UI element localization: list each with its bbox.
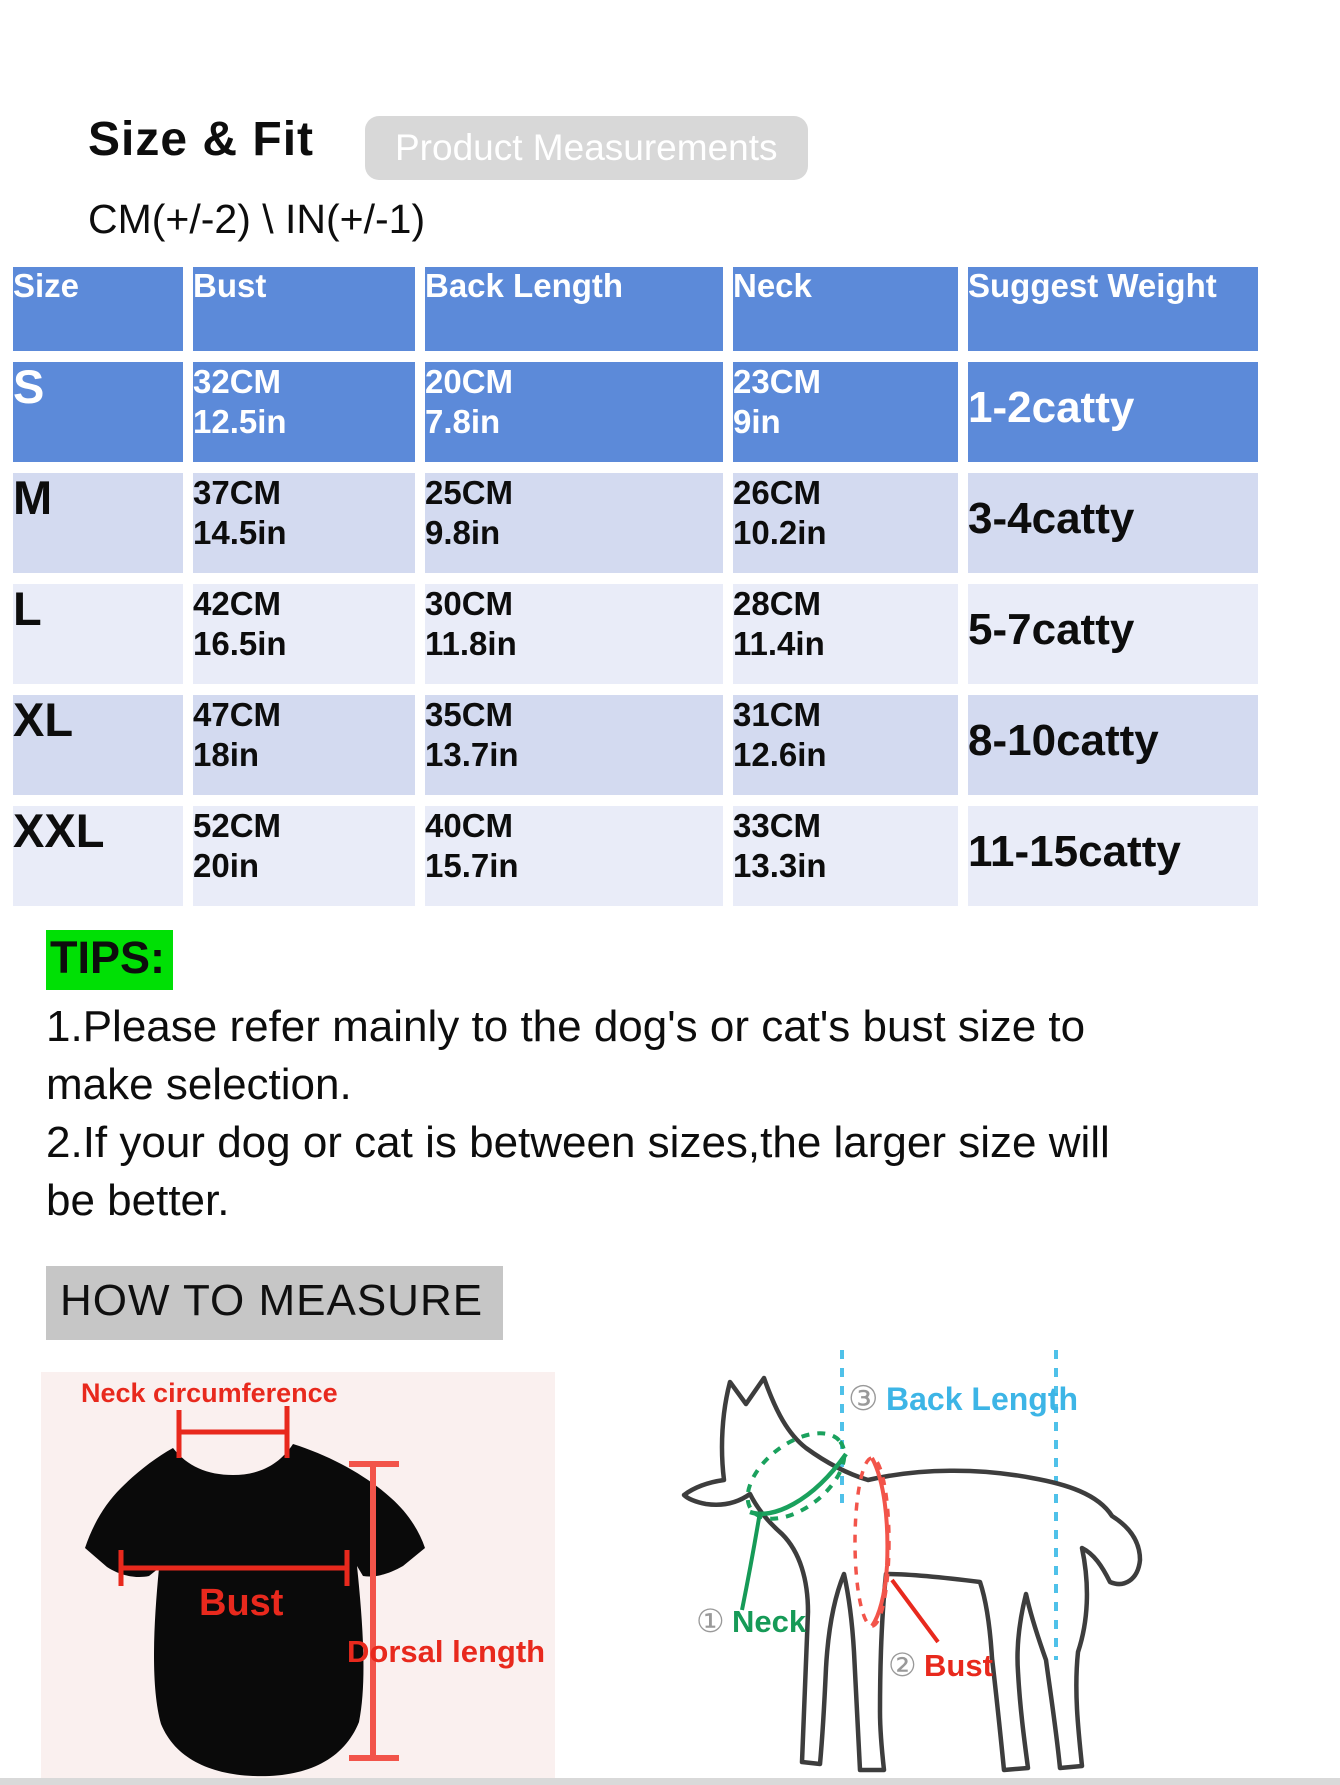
column-header-size: Size (13, 267, 183, 351)
how-to-measure-heading: HOW TO MEASURE (46, 1266, 503, 1340)
bottom-edge-band (0, 1778, 1340, 1785)
table-row (13, 362, 1258, 462)
back-in: 11.8in (425, 625, 517, 662)
shirt-diagram-svg (41, 1372, 555, 1780)
neck-cm: 26CM (733, 474, 822, 511)
weight-value: 1-2catty (968, 362, 1258, 462)
neck-cm: 33CM (733, 807, 822, 844)
size-value: M (13, 473, 183, 573)
neck-value (733, 473, 958, 573)
bust-cm: 47CM (193, 696, 282, 733)
back-length-value (425, 806, 723, 906)
back-in: 9.8in (425, 514, 501, 551)
bust-cm: 52CM (193, 807, 282, 844)
column-header-neck: Neck (733, 267, 958, 351)
size-value: S (13, 362, 183, 462)
tolerance-note: CM(+/-2) \ IN(+/-1) (88, 196, 426, 242)
tips-label: TIPS: (46, 930, 173, 990)
back-cm: 30CM (425, 585, 514, 622)
product-measurements-badge: Product Measurements (365, 116, 808, 180)
back-in: 13.7in (425, 736, 519, 773)
neck-value (733, 806, 958, 906)
circled-2-icon: ② (888, 1647, 917, 1683)
weight-value: 8-10catty (968, 695, 1258, 795)
column-header-suggest-weight: Suggest Weight (968, 267, 1258, 351)
weight-value: 3-4catty (968, 473, 1258, 573)
bust-value (193, 584, 415, 684)
circled-3-icon: ③ (848, 1380, 879, 1418)
shirt-neck-label: Neck circumference (81, 1378, 338, 1408)
shirt-dorsal-label: Dorsal length (347, 1634, 546, 1669)
neck-in: 9in (733, 403, 781, 440)
back-length-value (425, 362, 723, 462)
dog-measure-diagram (600, 1280, 1340, 1785)
size-value: L (13, 584, 183, 684)
back-cm: 20CM (425, 363, 514, 400)
bust-in: 18in (193, 736, 260, 773)
dog-neck-label: Neck (732, 1604, 807, 1639)
back-length-value (425, 584, 723, 684)
bust-cm: 42CM (193, 585, 282, 622)
neck-value (733, 695, 958, 795)
dog-bust-label: Bust (924, 1648, 993, 1683)
bust-in: 20in (193, 847, 260, 884)
weight-value: 11-15catty (968, 806, 1258, 906)
dog-outline (684, 1378, 1140, 1770)
back-cm: 35CM (425, 696, 514, 733)
bust-in: 12.5in (193, 403, 287, 440)
neck-cm: 31CM (733, 696, 822, 733)
column-header-bust: Bust (193, 267, 415, 351)
dog-diagram-svg (600, 1280, 1340, 1785)
neck-pointer-line (742, 1512, 760, 1610)
shirt-bust-label: Bust (199, 1582, 284, 1624)
page-title: Size & Fit (88, 113, 315, 166)
back-cm: 25CM (425, 474, 514, 511)
table-row (13, 584, 1258, 684)
tip-line: make selection. (46, 1060, 352, 1109)
tip-line: be better. (46, 1176, 230, 1225)
bust-pointer-line (892, 1580, 938, 1642)
neck-cm: 23CM (733, 363, 822, 400)
back-length-value (425, 473, 723, 573)
column-header-back-length: Back Length (425, 267, 723, 351)
bust-cm: 32CM (193, 363, 282, 400)
bust-cm: 37CM (193, 474, 282, 511)
neck-value (733, 584, 958, 684)
bust-value (193, 695, 415, 795)
bust-in: 16.5in (193, 625, 287, 662)
back-in: 7.8in (425, 403, 501, 440)
table-row (13, 695, 1258, 795)
table-header-row (13, 267, 1258, 351)
back-length-value (425, 695, 723, 795)
tip-line: 1.Please refer mainly to the dog's or cat's bust size to (46, 1002, 1086, 1051)
bust-value (193, 806, 415, 906)
tip-line: 2.If your dog or cat is between sizes,the larger size will (46, 1118, 1110, 1167)
neck-in: 11.4in (733, 625, 825, 662)
neck-in: 13.3in (733, 847, 827, 884)
neck-in: 12.6in (733, 736, 827, 773)
dog-back-length-label: Back Length (886, 1381, 1079, 1417)
shirt-measure-diagram (41, 1372, 555, 1780)
neck-value (733, 362, 958, 462)
neck-cm: 28CM (733, 585, 822, 622)
bust-value (193, 473, 415, 573)
tips-text (46, 998, 1110, 1230)
circled-1-icon: ① (696, 1603, 725, 1639)
neck-in: 10.2in (733, 514, 827, 551)
size-value: XL (13, 695, 183, 795)
bust-in: 14.5in (193, 514, 287, 551)
weight-value: 5-7catty (968, 584, 1258, 684)
table-row (13, 473, 1258, 573)
table-row (13, 806, 1258, 906)
back-cm: 40CM (425, 807, 514, 844)
back-in: 15.7in (425, 847, 519, 884)
size-value: XXL (13, 806, 183, 906)
size-table (3, 256, 1268, 917)
bust-value (193, 362, 415, 462)
